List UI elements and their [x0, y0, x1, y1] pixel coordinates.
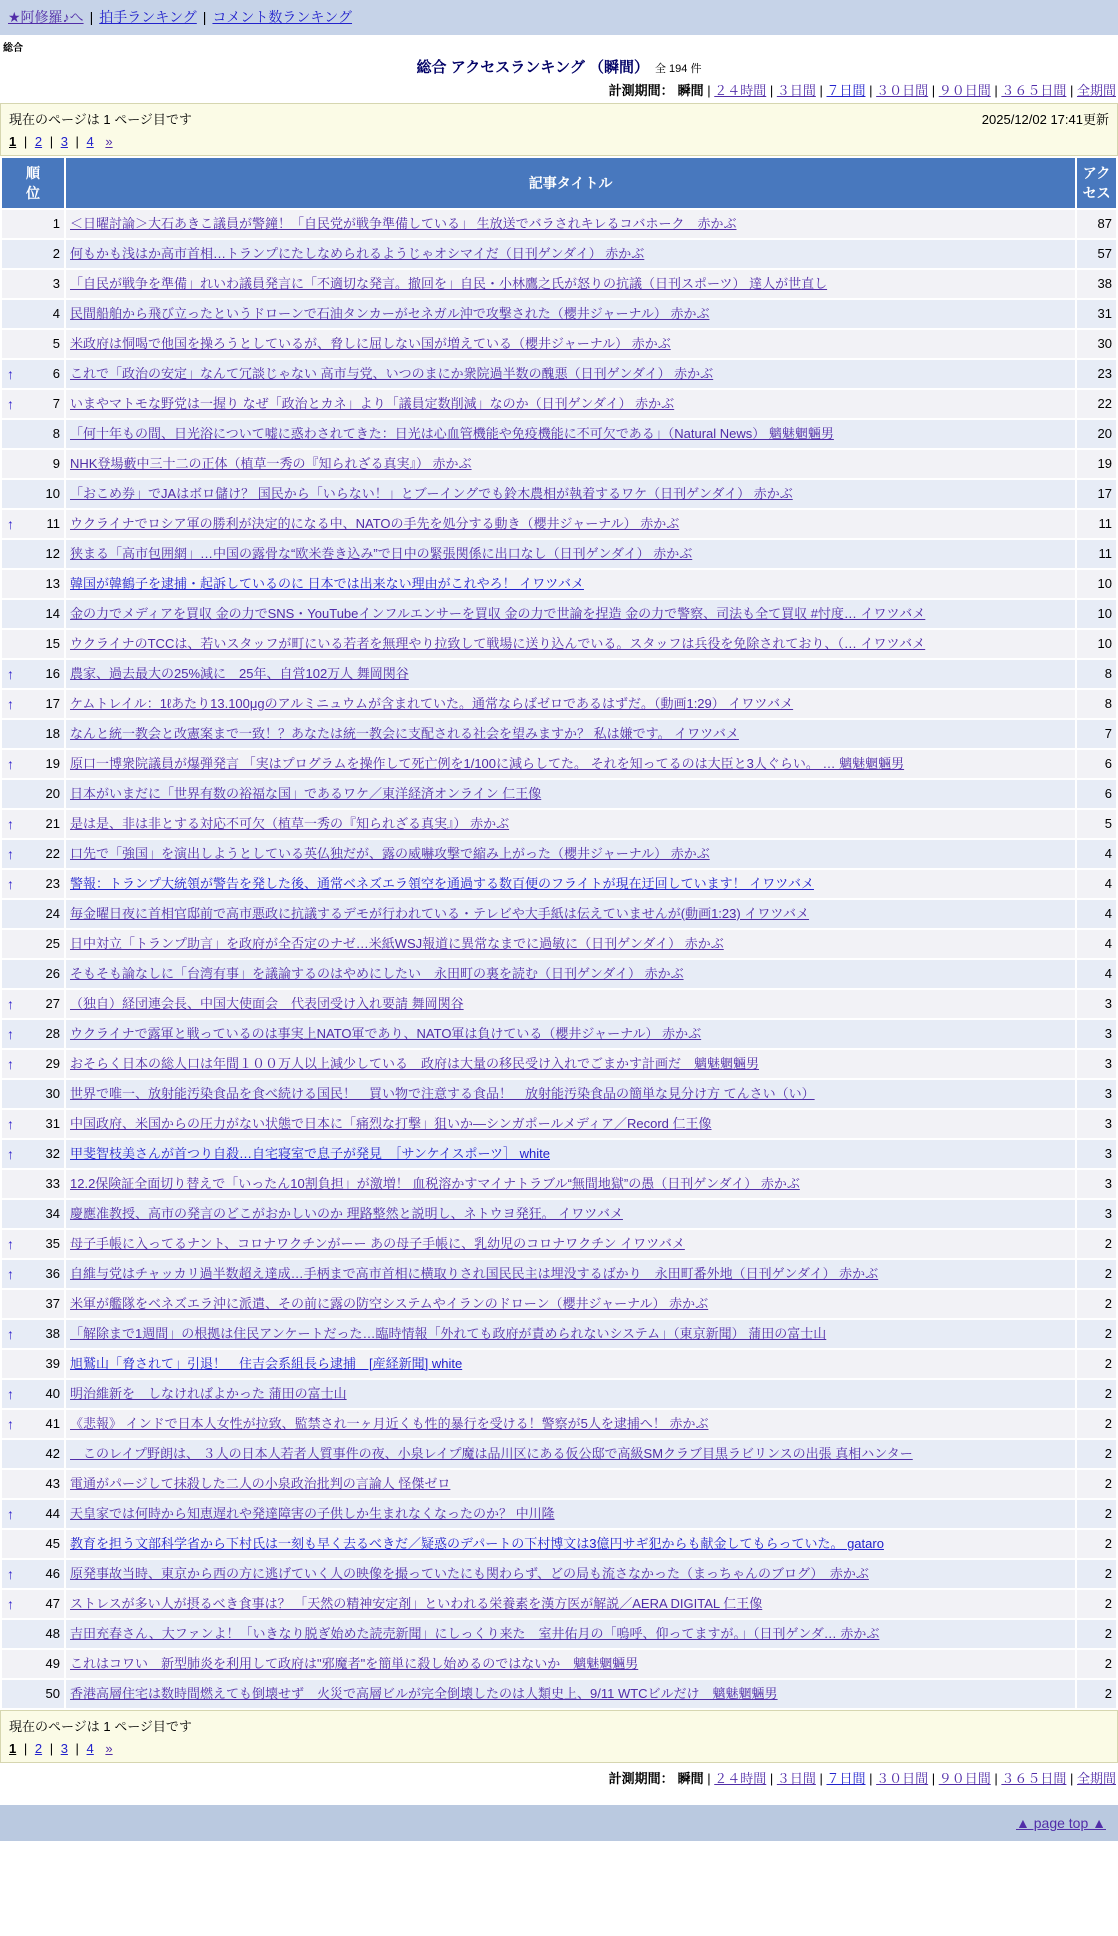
rank-up-icon: ↑: [7, 396, 14, 412]
access-count: 87: [1076, 209, 1117, 239]
rank-number: 22: [45, 846, 60, 861]
rank-number: 19: [45, 756, 60, 771]
article-link[interactable]: ウクライナでロシア軍の勝利が決定的になる中、NATOの手先を処分する動き（櫻井ジャーナル） 赤かぶ: [70, 516, 680, 531]
table-row: [1, 929, 1117, 959]
rank-number: 43: [45, 1476, 60, 1491]
table-row: [1, 959, 1117, 989]
rank-number: 14: [45, 606, 60, 621]
period-item-1[interactable]: ２４時間: [714, 83, 767, 98]
access-count: 8: [1076, 659, 1117, 689]
access-count: 22: [1076, 389, 1117, 419]
article-link[interactable]: いまやマトモな野党は一握り なぜ「政治とカネ」より「議員定数削減」なのか（日刊ゲンダイ） 赤かぶ: [70, 396, 675, 411]
article-link[interactable]: このレイプ野朗は、 ３人の日本人若者人質事件の夜、小泉レイプ魔は品川区にある仮公邸で高級SMクラブ目黒ラビリンスの出張 真相ハンター: [70, 1446, 913, 1461]
rank-up-icon: ↑: [7, 846, 14, 862]
separator: |: [46, 1741, 57, 1756]
article-link[interactable]: 天皇家では何時から知恵遅れや発達障害の子供しか生まれなくなったのか？ 中川隆: [70, 1506, 555, 1521]
bottom-spacer: [0, 1841, 1118, 1867]
rank-number: 18: [45, 726, 60, 741]
table-row: [1, 1499, 1117, 1529]
rank-up-icon: ↑: [7, 696, 14, 712]
rank-up-icon: ↑: [7, 1566, 14, 1582]
access-count: 7: [1076, 719, 1117, 749]
access-count: 19: [1076, 449, 1117, 479]
top-nav: [0, 0, 1118, 35]
table-row: [1, 1319, 1117, 1349]
rank-number: 4: [52, 306, 60, 321]
article-link[interactable]: ウクライナのTCCは、若いスタッフが町にいる若者を無理やり拉致して戦場に送り込んでいる。スタッフは兵役を免除されており、（… イワツバメ: [70, 636, 926, 651]
table-row: [1, 1289, 1117, 1319]
article-link[interactable]: 日中対立「トランプ助言」を政府が全否定のナゼ…米紙WSJ報道に異常なまでに過敏に（日刊ゲンダイ） 赤かぶ: [70, 936, 724, 951]
separator: |: [766, 83, 777, 98]
separator: |: [89, 9, 94, 25]
nav-clap-ranking-link[interactable]: 拍手ランキング: [99, 9, 197, 25]
rank-number: 5: [52, 336, 60, 351]
article-link[interactable]: 「何十年もの間、日光浴について嘘に惑わされてきた：日光は心血管機能や免疫機能に不可欠である」（Natural News） 魑魅魍魎男: [70, 426, 834, 441]
access-count: 2: [1076, 1589, 1117, 1619]
separator: |: [815, 1771, 827, 1786]
access-count: 2: [1076, 1619, 1117, 1649]
article-link[interactable]: これで「政治の安定」なんて冗談じゃない 高市与党、いつのまにか衆院過半数の醜悪（日刊ゲンダイ） 赤かぶ: [70, 366, 714, 381]
rank-number: 10: [45, 486, 60, 501]
pagination-page-2[interactable]: 2: [34, 134, 43, 149]
separator: |: [703, 1771, 715, 1786]
rank-number: 38: [45, 1326, 60, 1341]
page-top-link[interactable]: ▲ page top ▲: [1016, 1815, 1106, 1831]
rank-number: 17: [45, 696, 60, 711]
article-link[interactable]: 原発事故当時、東京から西の方に逃げていく人の映像を撮っていたにも関わらず、どの局も流さなかった（まっちゃんのブログ） 赤かぶ: [70, 1566, 869, 1581]
access-count: 11: [1076, 539, 1117, 569]
rank-number: 26: [45, 966, 60, 981]
period-label: 計測期間：: [608, 1771, 674, 1786]
table-row: [1, 269, 1117, 299]
rank-number: 34: [45, 1206, 60, 1221]
pagination-page-3[interactable]: 3: [60, 134, 68, 149]
pagination-page-1: 1: [9, 1741, 17, 1756]
access-count: 3: [1076, 989, 1117, 1019]
article-link[interactable]: 《悲報》 インドで日本人女性が拉致、監禁され一ヶ月近くも性的暴行を受ける！警察が5人を逮捕へ！ 赤かぶ: [70, 1416, 709, 1431]
separator: [98, 134, 102, 149]
access-count: 31: [1076, 299, 1117, 329]
table-row: [1, 869, 1117, 899]
table-row: [1, 899, 1117, 929]
access-count: 4: [1076, 899, 1117, 929]
table-row: [1, 539, 1117, 569]
access-count: 17: [1076, 479, 1117, 509]
rank-up-icon: ↑: [7, 1416, 14, 1432]
table-row: [1, 1199, 1117, 1229]
article-link[interactable]: 韓国が韓鶴子を逮捕・起訴しているのに 日本では出来ない理由がこれやろ！ イワツバメ: [70, 576, 584, 591]
pagination-bottom: [9, 1741, 1109, 1756]
table-row: [1, 1679, 1117, 1709]
table-row: [1, 779, 1117, 809]
access-count: 11: [1076, 509, 1117, 539]
period-item-3[interactable]: ７日間: [826, 83, 866, 98]
pagination-page-2[interactable]: 2: [34, 1741, 43, 1756]
rank-up-icon: ↑: [7, 1596, 14, 1612]
access-count: 2: [1076, 1259, 1117, 1289]
rank-up-icon: ↑: [7, 666, 14, 682]
rank-number: 23: [45, 876, 60, 891]
article-link[interactable]: 何もかも浅はか高市首相…トランプにたしなめられるようじゃオシマイだ（日刊ゲンダイ） 赤かぶ: [70, 246, 645, 261]
period-item-7[interactable]: 全期間: [1076, 83, 1116, 98]
article-link[interactable]: 米政府は恫喝で他国を操ろうとしているが、脅しに屈しない国が増えている（櫻井ジャーナル） 赤かぶ: [70, 336, 671, 351]
access-count: 2: [1076, 1349, 1117, 1379]
article-link[interactable]: ストレスが多い人が摂るべき食事は？ 「天然の精神安定剤」といわれる栄養素を漢方医が解説／AERA DIGITAL 仁王像: [70, 1596, 763, 1611]
table-row: [1, 749, 1117, 779]
table-row: [1, 839, 1117, 869]
article-link[interactable]: 是は是、非は非とする対応不可欠（植草一秀の『知られざる真実』） 赤かぶ: [70, 816, 510, 831]
table-row: [1, 419, 1117, 449]
rank-up-icon: ↑: [7, 756, 14, 772]
rank-number: 33: [45, 1176, 60, 1191]
rank-number: 25: [45, 936, 60, 951]
access-count: 4: [1076, 929, 1117, 959]
rank-number: 47: [45, 1596, 60, 1611]
rank-number: 7: [52, 396, 60, 411]
separator: |: [865, 1771, 877, 1786]
rank-number: 48: [45, 1626, 60, 1641]
access-count: 2: [1076, 1529, 1117, 1559]
table-row: [1, 719, 1117, 749]
period-nav-bottom: [0, 1765, 1118, 1791]
access-count: 5: [1076, 809, 1117, 839]
rank-number: 37: [45, 1296, 60, 1311]
page-title: 総合 アクセスランキング （瞬間）: [416, 59, 649, 76]
access-count: 2: [1076, 1469, 1117, 1499]
rank-up-icon: ↑: [7, 1056, 14, 1072]
table-row: [1, 1439, 1117, 1469]
period-item-6[interactable]: ３６５日間: [1001, 1771, 1067, 1786]
table-row: [1, 1559, 1117, 1589]
table-row: [1, 629, 1117, 659]
table-row: [1, 1019, 1117, 1049]
separator: |: [71, 1741, 83, 1756]
article-link[interactable]: 甲斐智枝美さんが首つり自殺…自宅寝室で息子が発見 ［サンケイスポーツ］ white: [70, 1146, 550, 1161]
rank-number: 13: [45, 576, 60, 591]
access-count: 10: [1076, 569, 1117, 599]
period-item-3[interactable]: ７日間: [826, 1771, 866, 1786]
article-link[interactable]: ケムトレイル：1ℓあたり13.100μgのアルミニュウムが含まれていた。通常ならばゼロであるはずだ。（動画1:29） イワツバメ: [70, 696, 794, 711]
rank-number: 28: [45, 1026, 60, 1041]
access-count: 23: [1076, 359, 1117, 389]
rank-number: 40: [45, 1386, 60, 1401]
rank-up-icon: ↑: [7, 1236, 14, 1252]
section-label: 総合: [3, 43, 23, 54]
total-count: 全 194 件: [654, 63, 702, 75]
rank-up-icon: ↑: [7, 1146, 14, 1162]
access-count: 2: [1076, 1229, 1117, 1259]
period-item-2[interactable]: ３日間: [776, 1771, 816, 1786]
footer-bar: [0, 1805, 1118, 1841]
table-row: [1, 1619, 1117, 1649]
access-count: 2: [1076, 1379, 1117, 1409]
rank-number: 30: [45, 1086, 60, 1101]
access-count: 10: [1076, 629, 1117, 659]
rank-number: 20: [45, 786, 60, 801]
separator: |: [703, 83, 715, 98]
rank-up-icon: ↑: [7, 1116, 14, 1132]
article-link[interactable]: 「おこめ券」でJAはボロ儲け？ 国民から「いらない！」とブーイングでも鈴木農相が執着するワケ（日刊ゲンダイ） 赤かぶ: [70, 486, 793, 501]
article-link[interactable]: 民間船舶から飛び立ったというドローンで石油タンカーがセネガル沖で攻撃された（櫻井ジャーナル） 赤かぶ: [70, 306, 710, 321]
article-link[interactable]: ウクライナで露軍と戦っているのは事実上NATO軍であり、NATO軍は負けている（櫻井ジャーナル） 赤かぶ: [70, 1026, 702, 1041]
table-row: [1, 1169, 1117, 1199]
access-count: 3: [1076, 1109, 1117, 1139]
table-row: [1, 569, 1117, 599]
access-count: 2: [1076, 1289, 1117, 1319]
access-count: 10: [1076, 599, 1117, 629]
table-row: [1, 329, 1117, 359]
rank-number: 1: [52, 216, 60, 231]
separator: [98, 1741, 102, 1756]
table-row: [1, 239, 1117, 269]
table-row: [1, 809, 1117, 839]
table-row: [1, 509, 1117, 539]
access-count: 3: [1076, 1049, 1117, 1079]
access-count: 2: [1076, 1439, 1117, 1469]
article-link[interactable]: 米軍が艦隊をベネズエラ沖に派遣、その前に露の防空システムやイランのドローン（櫻井ジャーナル） 赤かぶ: [70, 1296, 709, 1311]
access-count: 4: [1076, 869, 1117, 899]
rank-number: 31: [45, 1116, 60, 1131]
table-row: [1, 1079, 1117, 1109]
access-count: 30: [1076, 329, 1117, 359]
table-header-row: [1, 157, 1117, 209]
separator: |: [1066, 1771, 1077, 1786]
article-link[interactable]: NHK登場藪中三十二の正体（植草一秀の『知られざる真実』） 赤かぶ: [70, 456, 472, 471]
rank-number: 6: [52, 366, 60, 381]
separator: |: [20, 1741, 31, 1756]
nav-comment-ranking-link[interactable]: コメント数ランキング: [212, 9, 353, 25]
period-item-1[interactable]: ２４時間: [714, 1771, 767, 1786]
page-info-box-top: [0, 103, 1118, 156]
access-count: 8: [1076, 689, 1117, 719]
period-item-5[interactable]: ９０日間: [938, 1771, 991, 1786]
pagination-page-4[interactable]: 4: [86, 134, 94, 149]
table-row: [1, 1379, 1117, 1409]
nav-home-link[interactable]: ★阿修羅♪へ: [8, 9, 84, 25]
article-link[interactable]: 12.2保険証全面切り替えで「いったん10割負担」が激増！ 血税溶かすマイナトラブル“無間地獄”の愚（日刊ゲンダイ） 赤かぶ: [70, 1176, 800, 1191]
pagination-page-4[interactable]: 4: [86, 1741, 94, 1756]
access-count: 3: [1076, 1169, 1117, 1199]
rank-number: 8: [52, 426, 60, 441]
ranking-table: [0, 156, 1118, 1710]
rank-number: 44: [45, 1506, 60, 1521]
rank-number: 12: [45, 546, 60, 561]
period-item-2[interactable]: ３日間: [776, 83, 816, 98]
rank-number: 32: [45, 1146, 60, 1161]
access-count: 3: [1076, 1079, 1117, 1109]
pagination-page-1: 1: [9, 134, 17, 149]
access-count: 4: [1076, 839, 1117, 869]
table-row: [1, 1139, 1117, 1169]
current-page-text: 現在のページは 1 ページ目です: [9, 1719, 192, 1734]
article-link[interactable]: 口先で「強国」を演出しようとしている英仏独だが、露の威嚇攻撃で縮み上がった（櫻井ジャーナル） 赤かぶ: [70, 846, 710, 861]
separator: |: [202, 9, 207, 25]
article-link[interactable]: 自維与党はチャッカリ過半数超え達成…手柄まで高市首相に横取りされ国民民主は埋没するばかり 永田町番外地（日刊ゲンダイ） 赤かぶ: [70, 1266, 879, 1281]
rank-up-icon: ↑: [7, 1026, 14, 1042]
rank-number: 24: [45, 906, 60, 921]
article-link[interactable]: 「自民が戦争を準備」れいわ議員発言に「不適切な発言。撤回を」自民・小林鷹之氏が怒りの抗議（日刊スポーツ） 達人が世直し: [70, 276, 828, 291]
access-count: 3: [1076, 1139, 1117, 1169]
rank-number: 2: [52, 246, 60, 261]
article-link[interactable]: なんと統一教会と改憲案まで一致！？あなたは統一教会に支配される社会を望みますか？ 私は嫌です。 イワツバメ: [70, 726, 739, 741]
article-link[interactable]: 農家、過去最大の25%減に 25年、自営102万人 舞岡関谷: [70, 666, 409, 681]
article-link[interactable]: 教育を担う文部科学省から下村氏は一刻も早く去るべきだ／疑惑のデパートの下村博文は3億円サギ犯からも献金してもらっていた。 gataro: [70, 1536, 884, 1551]
table-row: [1, 449, 1117, 479]
article-link[interactable]: おそらく日本の総人口は年間１００万人以上減少している 政府は大量の移民受け入れでごまかす計画だ 魑魅魍魎男: [70, 1056, 760, 1071]
table-row: [1, 659, 1117, 689]
rank-up-icon: ↑: [7, 996, 14, 1012]
article-link[interactable]: 慶應准教授、高市の発言のどこがおかしいのか 理路整然と説明し、ネトウヨ発狂。 イワツバメ: [70, 1206, 623, 1221]
period-item-4[interactable]: ３０日間: [876, 1771, 929, 1786]
col-header-rank: 順位: [1, 157, 65, 209]
pagination-next-link[interactable]: »: [105, 134, 113, 149]
period-label: 計測期間：: [608, 83, 674, 98]
separator: |: [990, 83, 1002, 98]
table-row: [1, 1259, 1117, 1289]
rank-up-icon: ↑: [7, 1326, 14, 1342]
rank-number: 21: [45, 816, 60, 831]
period-item-0: 瞬間: [677, 1771, 704, 1786]
separator: |: [928, 83, 939, 98]
access-count: 3: [1076, 1199, 1117, 1229]
article-link[interactable]: 原口一博衆院議員が爆弾発言 「実はプログラムを操作して死亡例を1/100に減らしてた。 それを知ってるのは大臣と3人ぐらい。 … 魑魅魍魎男: [70, 756, 905, 771]
separator: |: [928, 1771, 939, 1786]
rank-number: 35: [45, 1236, 60, 1251]
table-row: [1, 1049, 1117, 1079]
article-link[interactable]: これはコワい 新型肺炎を利用して政府は"邪魔者"を簡単に殺し始めるのではないか 魑魅魍魎男: [70, 1656, 639, 1671]
access-count: 6: [1076, 779, 1117, 809]
table-row: [1, 599, 1117, 629]
rank-up-icon: ↑: [7, 366, 14, 382]
rank-up-icon: ↑: [7, 1386, 14, 1402]
rank-number: 27: [45, 996, 60, 1011]
access-count: 2: [1076, 1679, 1117, 1709]
article-link[interactable]: 母子手帳に入ってるナント、コロナワクチンがーー あの母子手帳に、乳幼児のコロナワクチン イワツバメ: [70, 1236, 685, 1251]
article-link[interactable]: 狭まる「高市包囲網」…中国の露骨な“欧米巻き込み”で日中の緊張関係に出口なし（日刊ゲンダイ） 赤かぶ: [70, 546, 693, 561]
rank-up-icon: ↑: [7, 1266, 14, 1282]
article-link[interactable]: ＜日曜討論＞大石あきこ議員が警鐘！「自民党が戦争準備している」 生放送でバラされキレるコバホーク 赤かぶ: [70, 216, 737, 231]
separator: |: [20, 134, 31, 149]
col-header-access: アクセス: [1076, 157, 1117, 209]
period-item-5[interactable]: ９０日間: [938, 83, 991, 98]
table-row: [1, 1649, 1117, 1679]
separator: |: [46, 134, 57, 149]
access-count: 20: [1076, 419, 1117, 449]
table-row: [1, 1589, 1117, 1619]
table-row: [1, 689, 1117, 719]
access-count: 4: [1076, 959, 1117, 989]
access-count: 57: [1076, 239, 1117, 269]
table-row: [1, 1349, 1117, 1379]
article-link[interactable]: そもそも論なしに「台湾有事」を議論するのはやめにしたい 永田町の裏を読む（日刊ゲンダイ） 赤かぶ: [70, 966, 684, 981]
table-row: [1, 389, 1117, 419]
access-count: 2: [1076, 1409, 1117, 1439]
table-row: [1, 1229, 1117, 1259]
article-link[interactable]: 香港高層住宅は数時間燃えても倒壊せず 火災で高層ビルが完全倒壊したのは人類史上、9/11 WTCビルだけ 魑魅魍魎男: [70, 1686, 778, 1701]
period-nav-top: [0, 77, 1118, 103]
rank-number: 42: [45, 1446, 60, 1461]
rank-number: 46: [45, 1566, 60, 1581]
period-item-4[interactable]: ３０日間: [876, 83, 929, 98]
table-row: [1, 209, 1117, 239]
separator: |: [1066, 83, 1077, 98]
separator: |: [990, 1771, 1002, 1786]
rank-number: 50: [45, 1686, 60, 1701]
separator: |: [71, 134, 83, 149]
article-link[interactable]: 旭鷲山「脅されて」引退！ 住吉会系組長ら逮捕 [産経新聞] white: [70, 1356, 463, 1371]
article-link[interactable]: 電通がパージして抹殺した二人の小泉政治批判の言論人 怪傑ゼロ: [70, 1476, 451, 1491]
access-count: 6: [1076, 749, 1117, 779]
period-item-6[interactable]: ３６５日間: [1001, 83, 1067, 98]
rank-number: 45: [45, 1536, 60, 1551]
rank-number: 9: [52, 456, 60, 471]
access-count: 2: [1076, 1559, 1117, 1589]
period-item-0: 瞬間: [677, 83, 704, 98]
table-row: [1, 359, 1117, 389]
table-row: [1, 1409, 1117, 1439]
access-count: 3: [1076, 1019, 1117, 1049]
table-row: [1, 1109, 1117, 1139]
rank-up-icon: ↑: [7, 876, 14, 892]
article-link[interactable]: 金の力でメディアを買収 金の力でSNS・YouTubeインフルエンサーを買収 金の力で世論を捏造 金の力で警察、司法も全て買収 #忖度… イワツバメ: [70, 606, 926, 621]
table-row: [1, 1529, 1117, 1559]
updated-timestamp: 2025/12/02 17:41更新: [981, 112, 1109, 127]
article-link[interactable]: （独自）経団連会長、中国大使面会 代表団受け入れ要請 舞岡関谷: [70, 996, 464, 1011]
rank-number: 36: [45, 1266, 60, 1281]
pagination-top: [9, 134, 1109, 149]
rank-number: 11: [46, 516, 60, 531]
table-row: [1, 989, 1117, 1019]
rank-number: 15: [45, 636, 60, 651]
article-link[interactable]: 中国政府、米国からの圧力がない状態で日本に「痛烈な打撃」狙いか―シンガポールメディア／Record 仁王像: [70, 1116, 712, 1131]
access-count: 38: [1076, 269, 1117, 299]
access-count: 2: [1076, 1649, 1117, 1679]
separator: |: [766, 1771, 777, 1786]
article-link[interactable]: 警報：トランプ大統領が警告を発した後、通常ベネズエラ領空を通過する数百便のフライトが現在迂回しています！ イワツバメ: [70, 876, 814, 891]
pagination-page-3[interactable]: 3: [60, 1741, 68, 1756]
period-item-7[interactable]: 全期間: [1076, 1771, 1116, 1786]
rank-number: 3: [52, 276, 60, 291]
article-link[interactable]: 明治維新を しなければよかった 蒲田の富士山: [70, 1386, 347, 1401]
page-info-box-bottom: [0, 1710, 1118, 1763]
article-link[interactable]: 「解除まで1週間」の根拠は住民アンケートだった…臨時情報「外れても政府が責められないシステム」（東京新聞） 蒲田の富士山: [70, 1326, 827, 1341]
access-count: 2: [1076, 1319, 1117, 1349]
rank-up-icon: ↑: [7, 1506, 14, 1522]
rank-number: 29: [45, 1056, 60, 1071]
rank-number: 16: [45, 666, 60, 681]
rank-up-icon: ↑: [7, 816, 14, 832]
title-line: [0, 56, 1118, 77]
rank-up-icon: ↑: [7, 516, 14, 532]
article-link[interactable]: 毎金曜日夜に首相官邸前で高市悪政に抗議するデモが行われている・テレビや大手紙は伝えていませんが(動画1:23) イワツバメ: [70, 906, 810, 921]
table-row: [1, 299, 1117, 329]
article-link[interactable]: 日本がいまだに「世界有数の裕福な国」であるワケ／東洋経済オンライン 仁王像: [70, 786, 542, 801]
current-page-text: 現在のページは 1 ページ目です: [9, 112, 192, 127]
separator: |: [865, 83, 877, 98]
table-row: [1, 1469, 1117, 1499]
article-link[interactable]: 世界で唯一、放射能汚染食品を食べ続ける国民！ 買い物で注意する食品！ 放射能汚染食品の簡単な見分け方 てんさい（い）: [70, 1086, 815, 1101]
pagination-next-link[interactable]: »: [105, 1741, 113, 1756]
col-header-title: 記事タイトル: [65, 157, 1076, 209]
access-count: 2: [1076, 1499, 1117, 1529]
separator: |: [815, 83, 827, 98]
article-link[interactable]: 吉田充春さん、大ファンよ！「いきなり脱ぎ始めた読売新聞」にしっくり来た 室井佑月の「嗚呼、仰ってますが。」（日刊ゲンダ… 赤かぶ: [70, 1626, 880, 1641]
rank-number: 39: [45, 1356, 60, 1371]
table-row: [1, 479, 1117, 509]
rank-number: 49: [45, 1656, 60, 1671]
rank-number: 41: [45, 1416, 60, 1431]
